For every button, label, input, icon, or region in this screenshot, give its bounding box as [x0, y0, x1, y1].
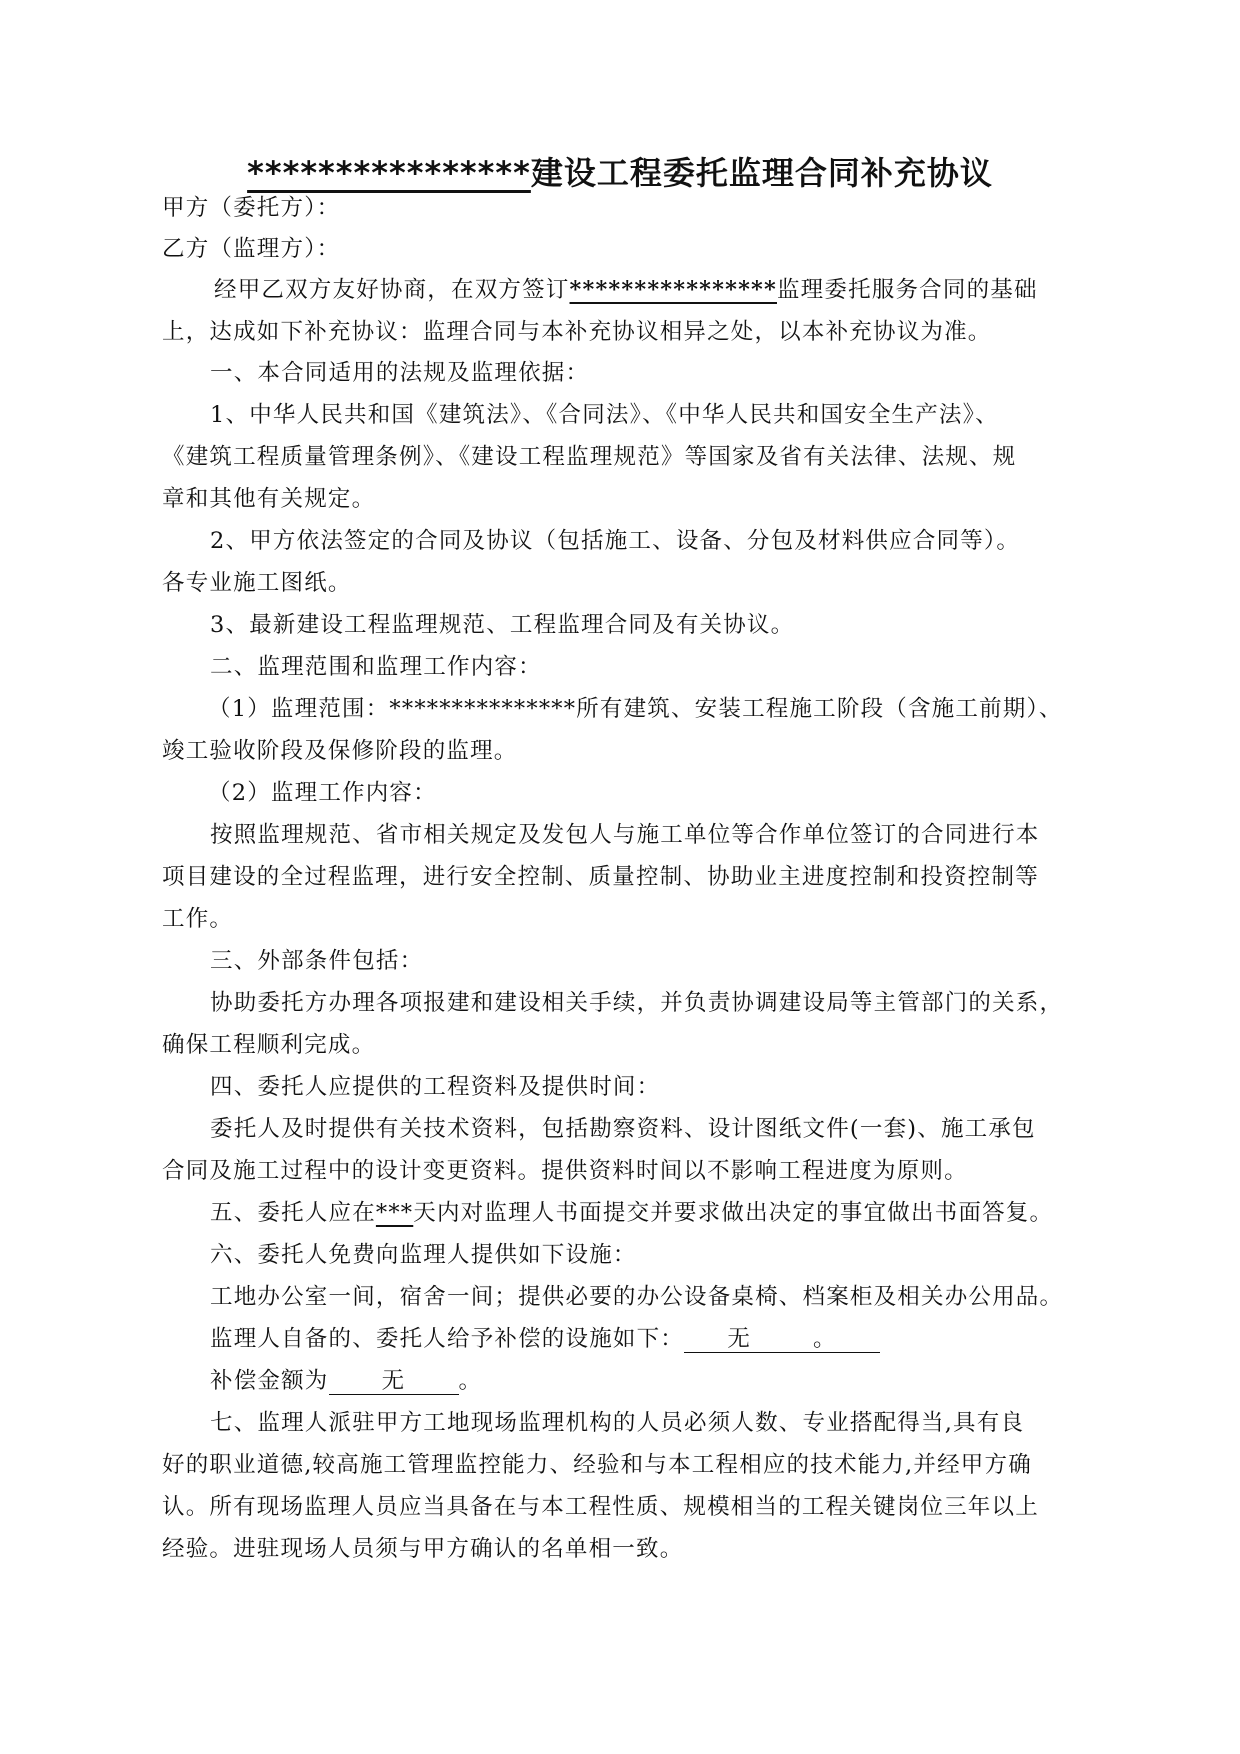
section-5-text-before: 五、委托人应在 — [210, 1200, 376, 1226]
section-2-heading: 二、监理范围和监理工作内容： — [210, 654, 542, 680]
section-1-item-1-line-3: 章和其他有关规定。 — [162, 486, 376, 512]
compensation-value: 无 — [381, 1368, 406, 1394]
title-text: 建设工程委托监理合同补充协议 — [530, 154, 993, 192]
section-2-content-line-1: 按照监理规范、省市相关规定及发包人与施工单位等合作单位签订的合同进行本 — [210, 822, 1040, 848]
section-2-scope-line-2: 竣工验收阶段及保修阶段的监理。 — [162, 738, 518, 764]
section-1-item-2-line-2: 各专业施工图纸。 — [162, 570, 352, 596]
section-1-heading: 一、本合同适用的法规及监理依据： — [210, 360, 590, 386]
compensation-end-mark: 。 — [458, 1368, 483, 1394]
intro-line-2: 上，达成如下补充协议：监理合同与本补充协议相异之处，以本补充协议为准。 — [162, 319, 992, 345]
section-1-item-1-line-2: 《建筑工程质量管理条例》、《建设工程监理规范》等国家及省有关法律、法规、规 — [162, 444, 1017, 470]
compensation-label: 补偿金额为 — [210, 1368, 329, 1394]
party-b-line: 乙方（监理方）： — [162, 236, 341, 262]
section-6-compensation-line — [210, 1366, 482, 1396]
section-7-line-3: 认。所有现场监理人员应当具备在与本工程性质、规模相当的工程关键岗位三年以上 — [162, 1494, 1039, 1520]
section-3-heading: 三、外部条件包括： — [210, 948, 424, 974]
section-5-line — [210, 1198, 1053, 1228]
intro-text-before: 经甲乙双方友好协商，在双方签订 — [214, 277, 570, 303]
intro-contract-placeholder: **************** — [569, 277, 777, 303]
facilities-end-mark: 。 — [813, 1326, 837, 1352]
intro-line-1 — [214, 275, 1038, 305]
party-a-line: 甲方（委托方）： — [162, 195, 341, 221]
section-7-line-4: 经验。进驻现场人员须与甲方确认的名单相一致。 — [162, 1536, 684, 1562]
section-2-content-heading: （2）监理工作内容： — [208, 780, 437, 806]
facilities-value: 无 — [727, 1326, 752, 1352]
section-5-days-placeholder: *** — [375, 1200, 414, 1226]
section-6-line-1: 工地办公室一间，宿舍一间；提供必要的办公设备桌椅、档案柜及相关办公用品。 — [210, 1284, 1064, 1310]
section-3-line-1: 协助委托方办理各项报建和建设相关手续，并负责协调建设局等主管部门的关系， — [210, 990, 1064, 1016]
section-7-line-1: 七、监理人派驻甲方工地现场监理机构的人员必须人数、专业搭配得当,具有良 — [210, 1410, 1025, 1436]
title-project-placeholder: **************** — [247, 154, 531, 192]
section-1-item-2-line-1: 2、甲方依法签定的合同及协议（包括施工、设备、分包及材料供应合同等）。 — [210, 528, 1021, 554]
intro-text-after: 监理委托服务合同的基础 — [776, 277, 1038, 303]
section-2-scope-line-1: （1）监理范围：***************所有建筑、安装工程施工阶段（含施工前期）、 — [208, 696, 1063, 722]
section-5-text-after: 天内对监理人书面提交并要求做出决定的事宜做出书面答复。 — [413, 1200, 1054, 1226]
section-2-content-line-2: 项目建设的全过程监理，进行安全控制、质量控制、协助业主进度控制和投资控制等 — [162, 864, 1039, 890]
facilities-value-field — [684, 1326, 880, 1353]
section-4-line-2: 合同及施工过程中的设计变更资料。提供资料时间以不影响工程进度为原则。 — [162, 1158, 968, 1184]
section-7-line-2: 好的职业道德,较高施工管理监控能力、经验和与本工程相应的技术能力,并经甲方确 — [162, 1452, 1032, 1478]
section-6-facilities-line — [210, 1324, 880, 1354]
section-4-line-1: 委托人及时提供有关技术资料，包括勘察资料、设计图纸文件(一套)、施工承包 — [210, 1116, 1036, 1142]
section-2-content-line-3: 工作。 — [162, 906, 234, 932]
compensation-value-field — [329, 1368, 459, 1395]
section-4-heading: 四、委托人应提供的工程资料及提供时间： — [210, 1074, 661, 1100]
section-6-heading: 六、委托人免费向监理人提供如下设施： — [210, 1242, 637, 1268]
section-1-item-3: 3、最新建设工程监理规范、工程监理合同及有关协议。 — [210, 612, 795, 638]
section-1-item-1-line-1: 1、中华人民共和国《建筑法》、《合同法》、《中华人民共和国安全生产法》、 — [210, 402, 999, 428]
facilities-label: 监理人自备的、委托人给予补偿的设施如下： — [210, 1326, 685, 1352]
document-title — [0, 148, 1240, 194]
section-3-line-2: 确保工程顺利完成。 — [162, 1032, 376, 1058]
